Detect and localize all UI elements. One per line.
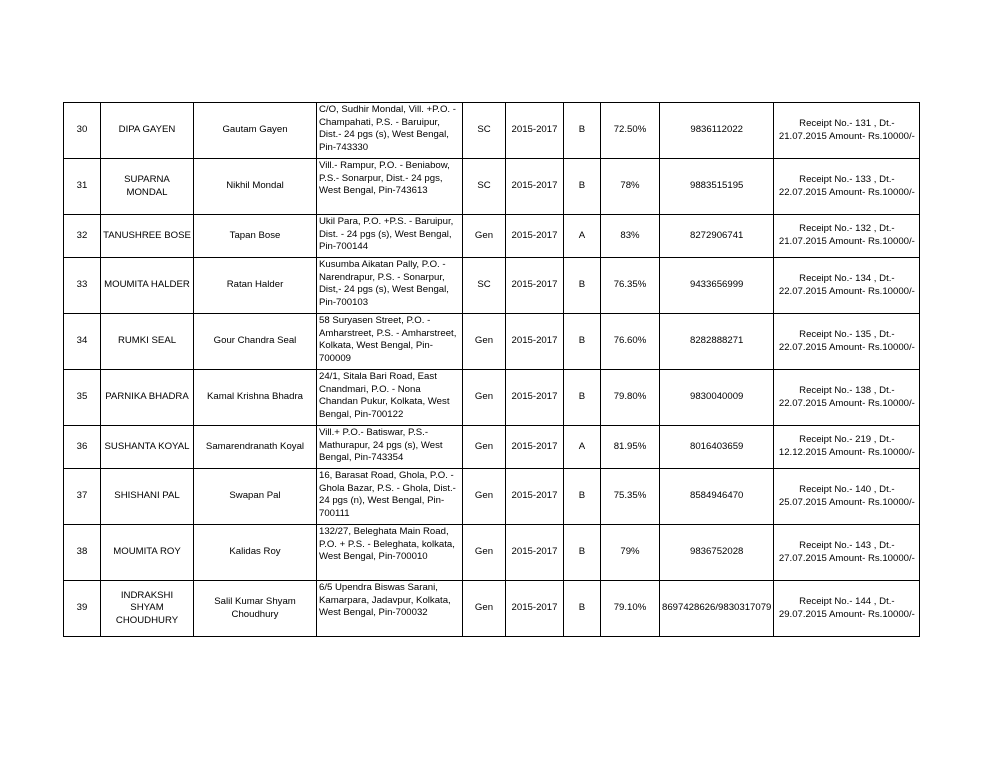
- serial-number-cell: 35: [64, 370, 101, 426]
- table-row: [64, 159, 920, 215]
- student-name-cell: SUPARNA MONDAL: [101, 159, 194, 215]
- category-cell: SC: [463, 159, 506, 215]
- category-cell: SC: [463, 258, 506, 314]
- phone-number-cell: 9836112022: [660, 103, 774, 159]
- student-name-cell: DIPA GAYEN: [101, 103, 194, 159]
- serial-number-cell: 38: [64, 525, 101, 581]
- session-cell: 2015-2017: [506, 469, 564, 525]
- category-cell: Gen: [463, 469, 506, 525]
- guardian-name-cell: Gour Chandra Seal: [194, 314, 317, 370]
- address-cell: Ukil Para, P.O. +P.S. - Baruipur, Dist. - 24 pgs (s), West Bengal, Pin-700144: [317, 215, 463, 258]
- student-name-cell: MOUMITA HALDER: [101, 258, 194, 314]
- serial-number-cell: 31: [64, 159, 101, 215]
- phone-number-cell: 9830040009: [660, 370, 774, 426]
- grade-cell: B: [564, 525, 601, 581]
- percentage-cell: 79.80%: [601, 370, 660, 426]
- student-name-cell: SUSHANTA KOYAL: [101, 426, 194, 469]
- table-row: [64, 525, 920, 581]
- receipt-text: 22.07.2015 Amount- Rs.10000/-: [778, 397, 915, 409]
- student-name-cell: RUMKI SEAL: [101, 314, 194, 370]
- address-cell: 24/1, Sitala Bari Road, East Cnandmari, P.O. - Nona Chandan Pukur, Kolkata, West Bengal, Pin-700122: [317, 370, 463, 426]
- percentage-cell: 79%: [601, 525, 660, 581]
- table-row: [64, 215, 920, 258]
- grade-cell: B: [564, 370, 601, 426]
- grade-cell: B: [564, 314, 601, 370]
- serial-number-cell: 34: [64, 314, 101, 370]
- percentage-cell: 79.10%: [601, 581, 660, 637]
- session-cell: 2015-2017: [506, 159, 564, 215]
- percentage-cell: 78%: [601, 159, 660, 215]
- percentage-cell: 76.60%: [601, 314, 660, 370]
- table-row: [64, 581, 920, 637]
- table-row: [64, 258, 920, 314]
- receipt-text: 22.07.2015 Amount- Rs.10000/-: [778, 285, 915, 297]
- guardian-name-cell: Gautam Gayen: [194, 103, 317, 159]
- address-cell: Kusumba Aikatan Pally, P.O. - Narendrapur, P.S. - Sonarpur, Dist,- 24 pgs (s), West Bengal, Pin-700103: [317, 258, 463, 314]
- receipt-text: Receipt No.- 144 , Dt.-: [799, 595, 895, 607]
- grade-cell: B: [564, 159, 601, 215]
- receipt-text: 22.07.2015 Amount- Rs.10000/-: [778, 341, 915, 353]
- guardian-name-cell: Kalidas Roy: [194, 525, 317, 581]
- grade-cell: B: [564, 258, 601, 314]
- category-cell: Gen: [463, 215, 506, 258]
- receipt-text: 25.07.2015 Amount- Rs.10000/-: [778, 496, 915, 508]
- table-row: [64, 469, 920, 525]
- receipt-cell: [774, 525, 920, 581]
- grade-cell: A: [564, 426, 601, 469]
- session-cell: 2015-2017: [506, 215, 564, 258]
- phone-number-cell: 8584946470: [660, 469, 774, 525]
- student-name-cell: TANUSHREE BOSE: [101, 215, 194, 258]
- guardian-name-cell: Kamal Krishna Bhadra: [194, 370, 317, 426]
- receipt-cell: [774, 469, 920, 525]
- address-cell: Vill.+ P.O.- Batiswar, P.S.- Mathurapur, 24 pgs (s), West Bengal, Pin-743354: [317, 426, 463, 469]
- receipt-cell: [774, 258, 920, 314]
- percentage-cell: 81.95%: [601, 426, 660, 469]
- receipt-text: Receipt No.- 140 , Dt.-: [799, 483, 895, 495]
- address-cell: 58 Suryasen Street, P.O. - Amharstreet, P.S. - Amharstreet, Kolkata, West Bengal, Pin-700009: [317, 314, 463, 370]
- serial-number-cell: 33: [64, 258, 101, 314]
- grade-cell: A: [564, 215, 601, 258]
- student-admission-table: [63, 102, 920, 637]
- address-cell: 132/27, Beleghata Main Road, P.O. + P.S. - Beleghata, kolkata, West Bengal, Pin-700010: [317, 525, 463, 581]
- receipt-cell: [774, 314, 920, 370]
- phone-number-cell: 9836752028: [660, 525, 774, 581]
- receipt-text: 21.07.2015 Amount- Rs.10000/-: [778, 130, 915, 142]
- student-name-cell: INDRAKSHI SHYAM CHOUDHURY: [101, 581, 194, 637]
- session-cell: 2015-2017: [506, 258, 564, 314]
- session-cell: 2015-2017: [506, 581, 564, 637]
- table-row: [64, 426, 920, 469]
- student-name-cell: MOUMITA ROY: [101, 525, 194, 581]
- phone-number-cell: 8697428626/9830317079: [660, 581, 774, 637]
- table-row: [64, 103, 920, 159]
- receipt-text: 21.07.2015 Amount- Rs.10000/-: [778, 236, 915, 247]
- receipt-cell: [774, 215, 920, 258]
- grade-cell: B: [564, 581, 601, 637]
- session-cell: 2015-2017: [506, 426, 564, 469]
- serial-number-cell: 37: [64, 469, 101, 525]
- receipt-cell: [774, 159, 920, 215]
- receipt-text: 22.07.2015 Amount- Rs.10000/-: [778, 186, 915, 198]
- student-name-cell: SHISHANI PAL: [101, 469, 194, 525]
- serial-number-cell: 39: [64, 581, 101, 637]
- phone-number-cell: 9433656999: [660, 258, 774, 314]
- address-cell: 6/5 Upendra Biswas Sarani, Kamarpara, Jadavpur, Kolkata, West Bengal, Pin-700032: [317, 581, 463, 637]
- percentage-cell: 76.35%: [601, 258, 660, 314]
- receipt-text: Receipt No.- 132 , Dt.-: [799, 223, 895, 235]
- student-name-cell: PARNIKA BHADRA: [101, 370, 194, 426]
- receipt-text: Receipt No.- 134 , Dt.-: [799, 272, 895, 284]
- session-cell: 2015-2017: [506, 370, 564, 426]
- guardian-name-cell: Samarendranath Koyal: [194, 426, 317, 469]
- receipt-text: Receipt No.- 143 , Dt.-: [799, 539, 895, 551]
- grade-cell: B: [564, 103, 601, 159]
- guardian-name-cell: Tapan Bose: [194, 215, 317, 258]
- phone-number-cell: 8016403659: [660, 426, 774, 469]
- address-cell: Vill.- Rampur, P.O. - Beniabow, P.S.- Sonarpur, Dist.- 24 pgs, West Bengal, Pin-743613: [317, 159, 463, 215]
- percentage-cell: 75.35%: [601, 469, 660, 525]
- receipt-text: Receipt No.- 138 , Dt.-: [799, 384, 895, 396]
- category-cell: Gen: [463, 525, 506, 581]
- receipt-cell: [774, 370, 920, 426]
- receipt-cell: [774, 581, 920, 637]
- receipt-cell: [774, 103, 920, 159]
- receipt-text: Receipt No.- 219 , Dt.-: [799, 434, 895, 446]
- percentage-cell: 83%: [601, 215, 660, 258]
- table-body: [64, 103, 920, 637]
- serial-number-cell: 32: [64, 215, 101, 258]
- phone-number-cell: 9883515195: [660, 159, 774, 215]
- grade-cell: B: [564, 469, 601, 525]
- guardian-name-cell: Salil Kumar Shyam Choudhury: [194, 581, 317, 637]
- session-cell: 2015-2017: [506, 525, 564, 581]
- serial-number-cell: 36: [64, 426, 101, 469]
- receipt-text: 12.12.2015 Amount- Rs.10000/-: [778, 447, 915, 458]
- address-cell: 16, Barasat Road, Ghola, P.O. - Ghola Bazar, P.S. - Ghola, Dist.- 24 pgs (n), West Bengal, Pin-700111: [317, 469, 463, 525]
- phone-number-cell: 8272906741: [660, 215, 774, 258]
- session-cell: 2015-2017: [506, 314, 564, 370]
- phone-number-cell: 8282888271: [660, 314, 774, 370]
- guardian-name-cell: Swapan Pal: [194, 469, 317, 525]
- category-cell: Gen: [463, 314, 506, 370]
- receipt-text: Receipt No.- 131 , Dt.-: [799, 117, 895, 129]
- receipt-text: 29.07.2015 Amount- Rs.10000/-: [778, 608, 915, 620]
- category-cell: SC: [463, 103, 506, 159]
- category-cell: Gen: [463, 426, 506, 469]
- session-cell: 2015-2017: [506, 103, 564, 159]
- receipt-text: 27.07.2015 Amount- Rs.10000/-: [778, 552, 915, 564]
- guardian-name-cell: Ratan Halder: [194, 258, 317, 314]
- category-cell: Gen: [463, 370, 506, 426]
- percentage-cell: 72.50%: [601, 103, 660, 159]
- receipt-text: Receipt No.- 135 , Dt.-: [799, 328, 895, 340]
- category-cell: Gen: [463, 581, 506, 637]
- table-row: [64, 314, 920, 370]
- receipt-cell: [774, 426, 920, 469]
- address-cell: C/O, Sudhir Mondal, Vill. +P.O. - Champahati, P.S. - Baruipur, Dist.- 24 pgs (s), West Bengal, Pin-743330: [317, 103, 463, 159]
- table-row: [64, 370, 920, 426]
- receipt-text: Receipt No.- 133 , Dt.-: [799, 173, 895, 185]
- serial-number-cell: 30: [64, 103, 101, 159]
- guardian-name-cell: Nikhil Mondal: [194, 159, 317, 215]
